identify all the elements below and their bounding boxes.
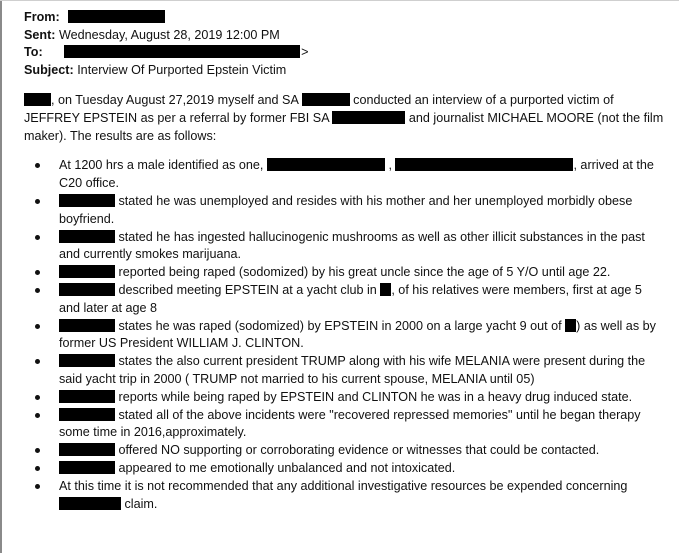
intro-text-1: , on Tuesday August 27,2019 myself and SA: [51, 93, 299, 107]
item-text: , of his relatives were members, first at age 5 and later at age 8: [59, 282, 642, 315]
bullet-icon: [35, 466, 40, 471]
list-item: [24, 407, 664, 443]
bullet-icon: [35, 395, 40, 400]
redaction-number: [565, 319, 576, 332]
sent-label: Sent:: [24, 27, 56, 42]
redaction-name: [59, 319, 115, 332]
list-item: [24, 264, 664, 282]
subject-line: [24, 62, 664, 80]
item-text: ,: [388, 158, 392, 173]
intro-paragraph: [24, 92, 664, 145]
list-item: [24, 353, 664, 389]
redaction-name: [59, 497, 121, 510]
left-border: [0, 0, 2, 553]
sent-line: [24, 27, 664, 45]
subject-label: Subject:: [24, 62, 74, 77]
findings-list: [24, 157, 664, 513]
bullet-icon: [35, 199, 40, 204]
redaction-agent: [24, 93, 51, 106]
to-line: [24, 44, 664, 62]
redaction-sa-2: [332, 111, 405, 124]
bullet-icon: [35, 235, 40, 240]
item-text: At 1200 hrs a male identified as one,: [59, 158, 264, 173]
email-header: [24, 9, 664, 79]
redaction-name: [59, 283, 115, 296]
item-text: ) as well as by former US President WILLIAM J. CLINTON.: [59, 318, 656, 351]
from-line: [24, 9, 664, 27]
bullet-icon: [35, 270, 40, 275]
list-item: [24, 460, 664, 478]
item-text: stated he has ingested hallucinogenic mushrooms as well as other illicit substances in the past and currently smokes marijuana.: [59, 229, 645, 262]
item-text: states he was raped (sodomized) by EPSTEIN in 2000 on a large yacht 9 out of: [118, 318, 562, 333]
item-text: At this time it is not recommended that any additional investigative resources be expended concerning: [59, 478, 628, 493]
redaction-sa-1: [302, 93, 350, 106]
redaction-name: [59, 354, 115, 367]
bullet-icon: [35, 324, 40, 329]
intro-text-3: and journalist MICHAEL MOORE (not the film maker). The results are as follows:: [24, 110, 664, 143]
sent-value: Wednesday, August 28, 2019 12:00 PM: [58, 27, 280, 42]
list-item: [24, 478, 664, 514]
bullet-icon: [35, 484, 40, 489]
memo-body: [24, 92, 664, 513]
list-item: [24, 157, 664, 193]
item-text: , arrived at the C20 office.: [59, 158, 654, 191]
item-text: appeared to me emotionally unbalanced and not intoxicated.: [118, 460, 456, 475]
item-text: stated all of the above incidents were "recovered repressed memories" until he began therapy some time in 2016,approximately.: [59, 407, 641, 440]
to-suffix: >: [301, 45, 309, 59]
list-item: [24, 389, 664, 407]
redaction-name: [59, 461, 115, 474]
item-text: reports while being raped by EPSTEIN and CLINTON he was in a heavy drug induced state.: [118, 389, 633, 404]
redaction-name: [59, 390, 115, 403]
list-item: [24, 282, 664, 318]
to-label: To:: [24, 45, 43, 59]
redaction-name: [59, 230, 115, 243]
top-border: [0, 0, 679, 1]
bullet-icon: [35, 163, 40, 168]
bullet-icon: [35, 359, 40, 364]
item-text: claim.: [124, 496, 158, 511]
redaction-name: [59, 265, 115, 278]
from-label: From:: [24, 10, 60, 24]
redaction-name: [267, 158, 385, 171]
item-text: stated he was unemployed and resides with his mother and her unemployed morbidly obese boyfriend.: [59, 193, 633, 226]
bullet-icon: [35, 448, 40, 453]
list-item: [24, 193, 664, 229]
redaction-from: [68, 10, 165, 23]
item-text: reported being raped (sodomized) by his great uncle since the age of 5 Y/O until age 22.: [118, 265, 611, 280]
list-item: [24, 318, 664, 354]
list-item: [24, 229, 664, 265]
bullet-icon: [35, 413, 40, 418]
redaction-name: [59, 408, 115, 421]
item-text: offered NO supporting or corroborating evidence or witnesses that could be contacted.: [118, 443, 600, 458]
redaction-name: [395, 158, 573, 171]
bullet-icon: [35, 288, 40, 293]
redaction-name: [59, 194, 115, 207]
redaction-location: [380, 283, 391, 296]
redaction-name: [59, 443, 115, 456]
redaction-to: [64, 45, 300, 58]
item-text: described meeting EPSTEIN at a yacht club in: [118, 282, 377, 297]
item-text: states the also current president TRUMP along with his wife MELANIA were present during the said yacht trip in 2000 ( TRUMP not married to his current spouse, MELANIA until 05): [59, 354, 646, 386]
subject-value: Interview Of Purported Epstein Victim: [77, 62, 287, 77]
intro-text-2: conducted an interview of a purported victim of JEFFREY EPSTEIN as per a referral by former FBI SA: [24, 93, 614, 125]
list-item: [24, 442, 664, 460]
